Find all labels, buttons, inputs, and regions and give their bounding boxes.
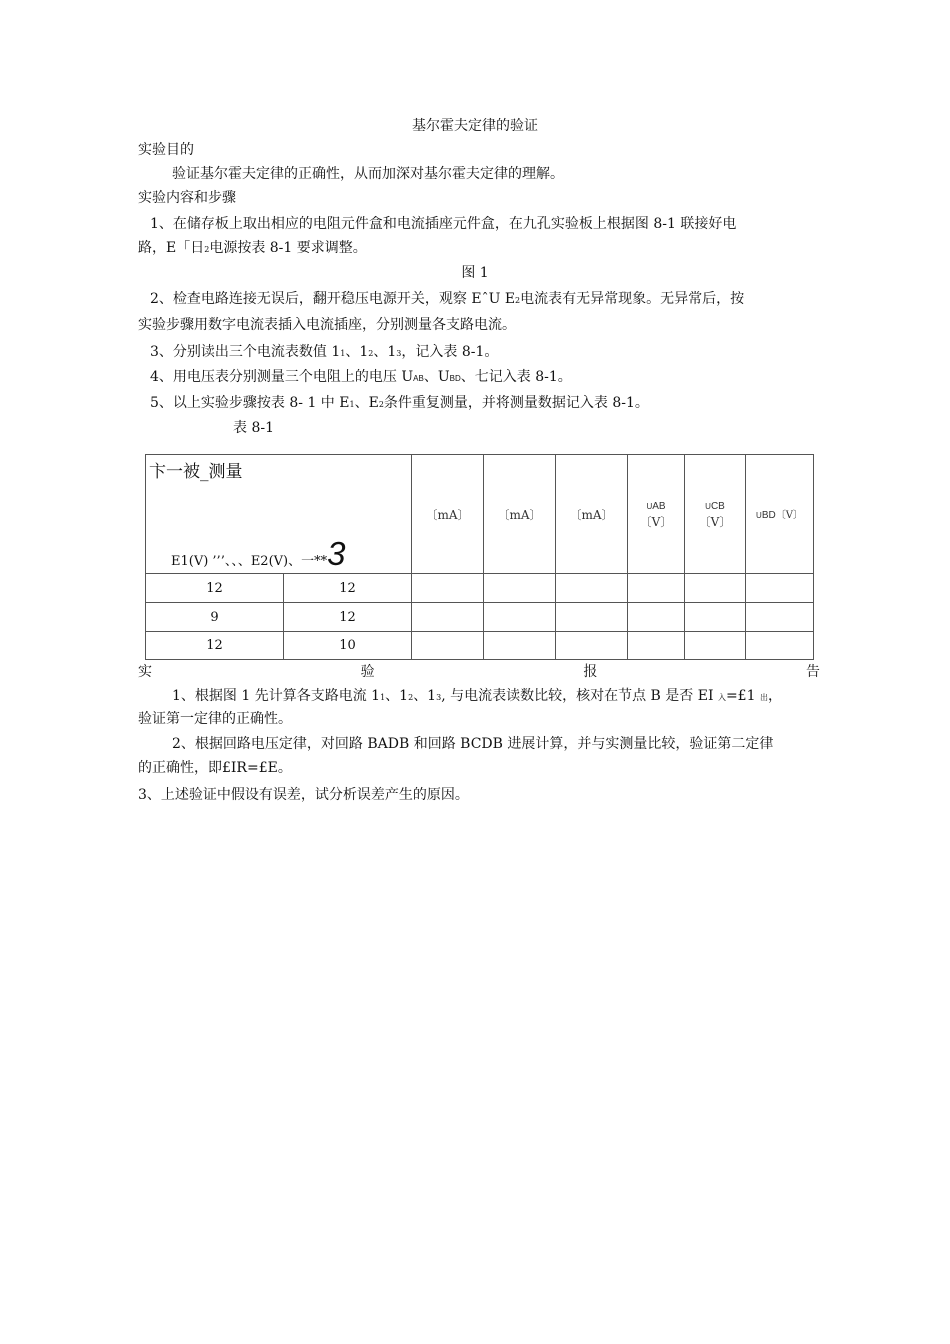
header-ucb: UCB 〔V〕 [685, 455, 746, 574]
section-heading-purpose: 实验目的 [138, 142, 194, 158]
header-ubd: UBD〔V〕 [746, 455, 814, 574]
step-2-line-1: 2、检查电路连接无误后，翻开稳压电源开关，观察 EˆU E2电流表有无异常现象。无异常后，按 [150, 291, 745, 307]
header-e1-e2-label: E1(V) ’’’、、、E2(V)、一**3 [171, 535, 346, 572]
cell-empty [746, 632, 814, 660]
cell-empty [484, 574, 556, 603]
step-4: 4、用电压表分别测量三个电阻上的电压 UAB、UBD、七记入表 8-1。 [150, 369, 572, 385]
cell-empty [556, 632, 628, 660]
step-1-line-1: 1、在储存板上取出相应的电阻元件盒和电流插座元件盒，在九孔实验板上根据图 8-1 联接好电 [150, 216, 737, 232]
report-char: 实 [138, 664, 152, 680]
table-label: 表 8-1 [233, 420, 274, 436]
cell-e1: 9 [146, 603, 284, 632]
purpose-text: 验证基尔霍夫定律的正确性，从而加深对基尔霍夫定律的理解。 [172, 166, 564, 182]
cell-empty [556, 603, 628, 632]
report-heading [138, 662, 820, 682]
report-2-line-1: 2、根据回路电压定律，对回路 BADB 和回路 BCDB 进展计算，并与实测量比较，验证第二定律 [172, 736, 774, 752]
step-5: 5、以上实验步骤按表 8- 1 中 E1、E2条件重复测量，并将测量数据记入表 8-1。 [150, 395, 649, 411]
report-3: 3、上述验证中假设有误差，试分析误差产生的原因。 [138, 787, 469, 803]
cell-empty [685, 574, 746, 603]
page-title: 基尔霍夫定律的验证 [412, 118, 538, 134]
cell-e1: 12 [146, 632, 284, 660]
report-1-line-1: 1、根据图 1 先计算各支路电流 11、12、13, 与电流表读数比较，核对在节点 B 是否 EI 入=£1 出， [172, 688, 782, 704]
table-row [146, 574, 814, 603]
cell-empty [628, 574, 685, 603]
table-header-row [146, 455, 814, 574]
table-row [146, 603, 814, 632]
step-1-line-2: 路，E「日2电源按表 8-1 要求调整。 [138, 240, 367, 256]
cell-empty [746, 603, 814, 632]
table-row [146, 632, 814, 660]
header-i1: 〔mA〕 [412, 455, 484, 574]
step-2-line-2: 实验步骤用数字电流表插入电流插座，分别测量各支路电流。 [138, 317, 516, 333]
header-measured-label: 卞一被_测量 [149, 462, 243, 482]
cell-empty [556, 574, 628, 603]
cell-empty [628, 632, 685, 660]
cell-e2: 12 [284, 603, 412, 632]
report-char: 告 [805, 664, 820, 680]
cell-e1: 12 [146, 574, 284, 603]
report-2-line-2: 的正确性，即£IR=£E。 [138, 760, 292, 776]
cell-e2: 10 [284, 632, 412, 660]
header-measured-cell [146, 455, 412, 574]
report-char: 验 [360, 664, 375, 680]
cell-empty [746, 574, 814, 603]
step-3: 3、分别读出三个电流表数值 11、12、13，记入表 8-1。 [150, 344, 499, 360]
report-char: 报 [583, 664, 598, 680]
cell-empty [685, 632, 746, 660]
cell-empty [484, 603, 556, 632]
cell-empty [412, 603, 484, 632]
header-i3: 〔mA〕 [556, 455, 628, 574]
cell-empty [628, 603, 685, 632]
figure-label: 图 1 [461, 265, 489, 281]
cell-empty [412, 574, 484, 603]
section-heading-steps: 实验内容和步骤 [138, 190, 236, 206]
header-uab: UAB 〔V〕 [628, 455, 685, 574]
cell-e2: 12 [284, 574, 412, 603]
header-i2: 〔mA〕 [484, 455, 556, 574]
cell-empty [685, 603, 746, 632]
cell-empty [484, 632, 556, 660]
measurement-table [145, 454, 814, 660]
report-1-line-2: 验证第一定律的正确性。 [138, 711, 292, 727]
cell-empty [412, 632, 484, 660]
